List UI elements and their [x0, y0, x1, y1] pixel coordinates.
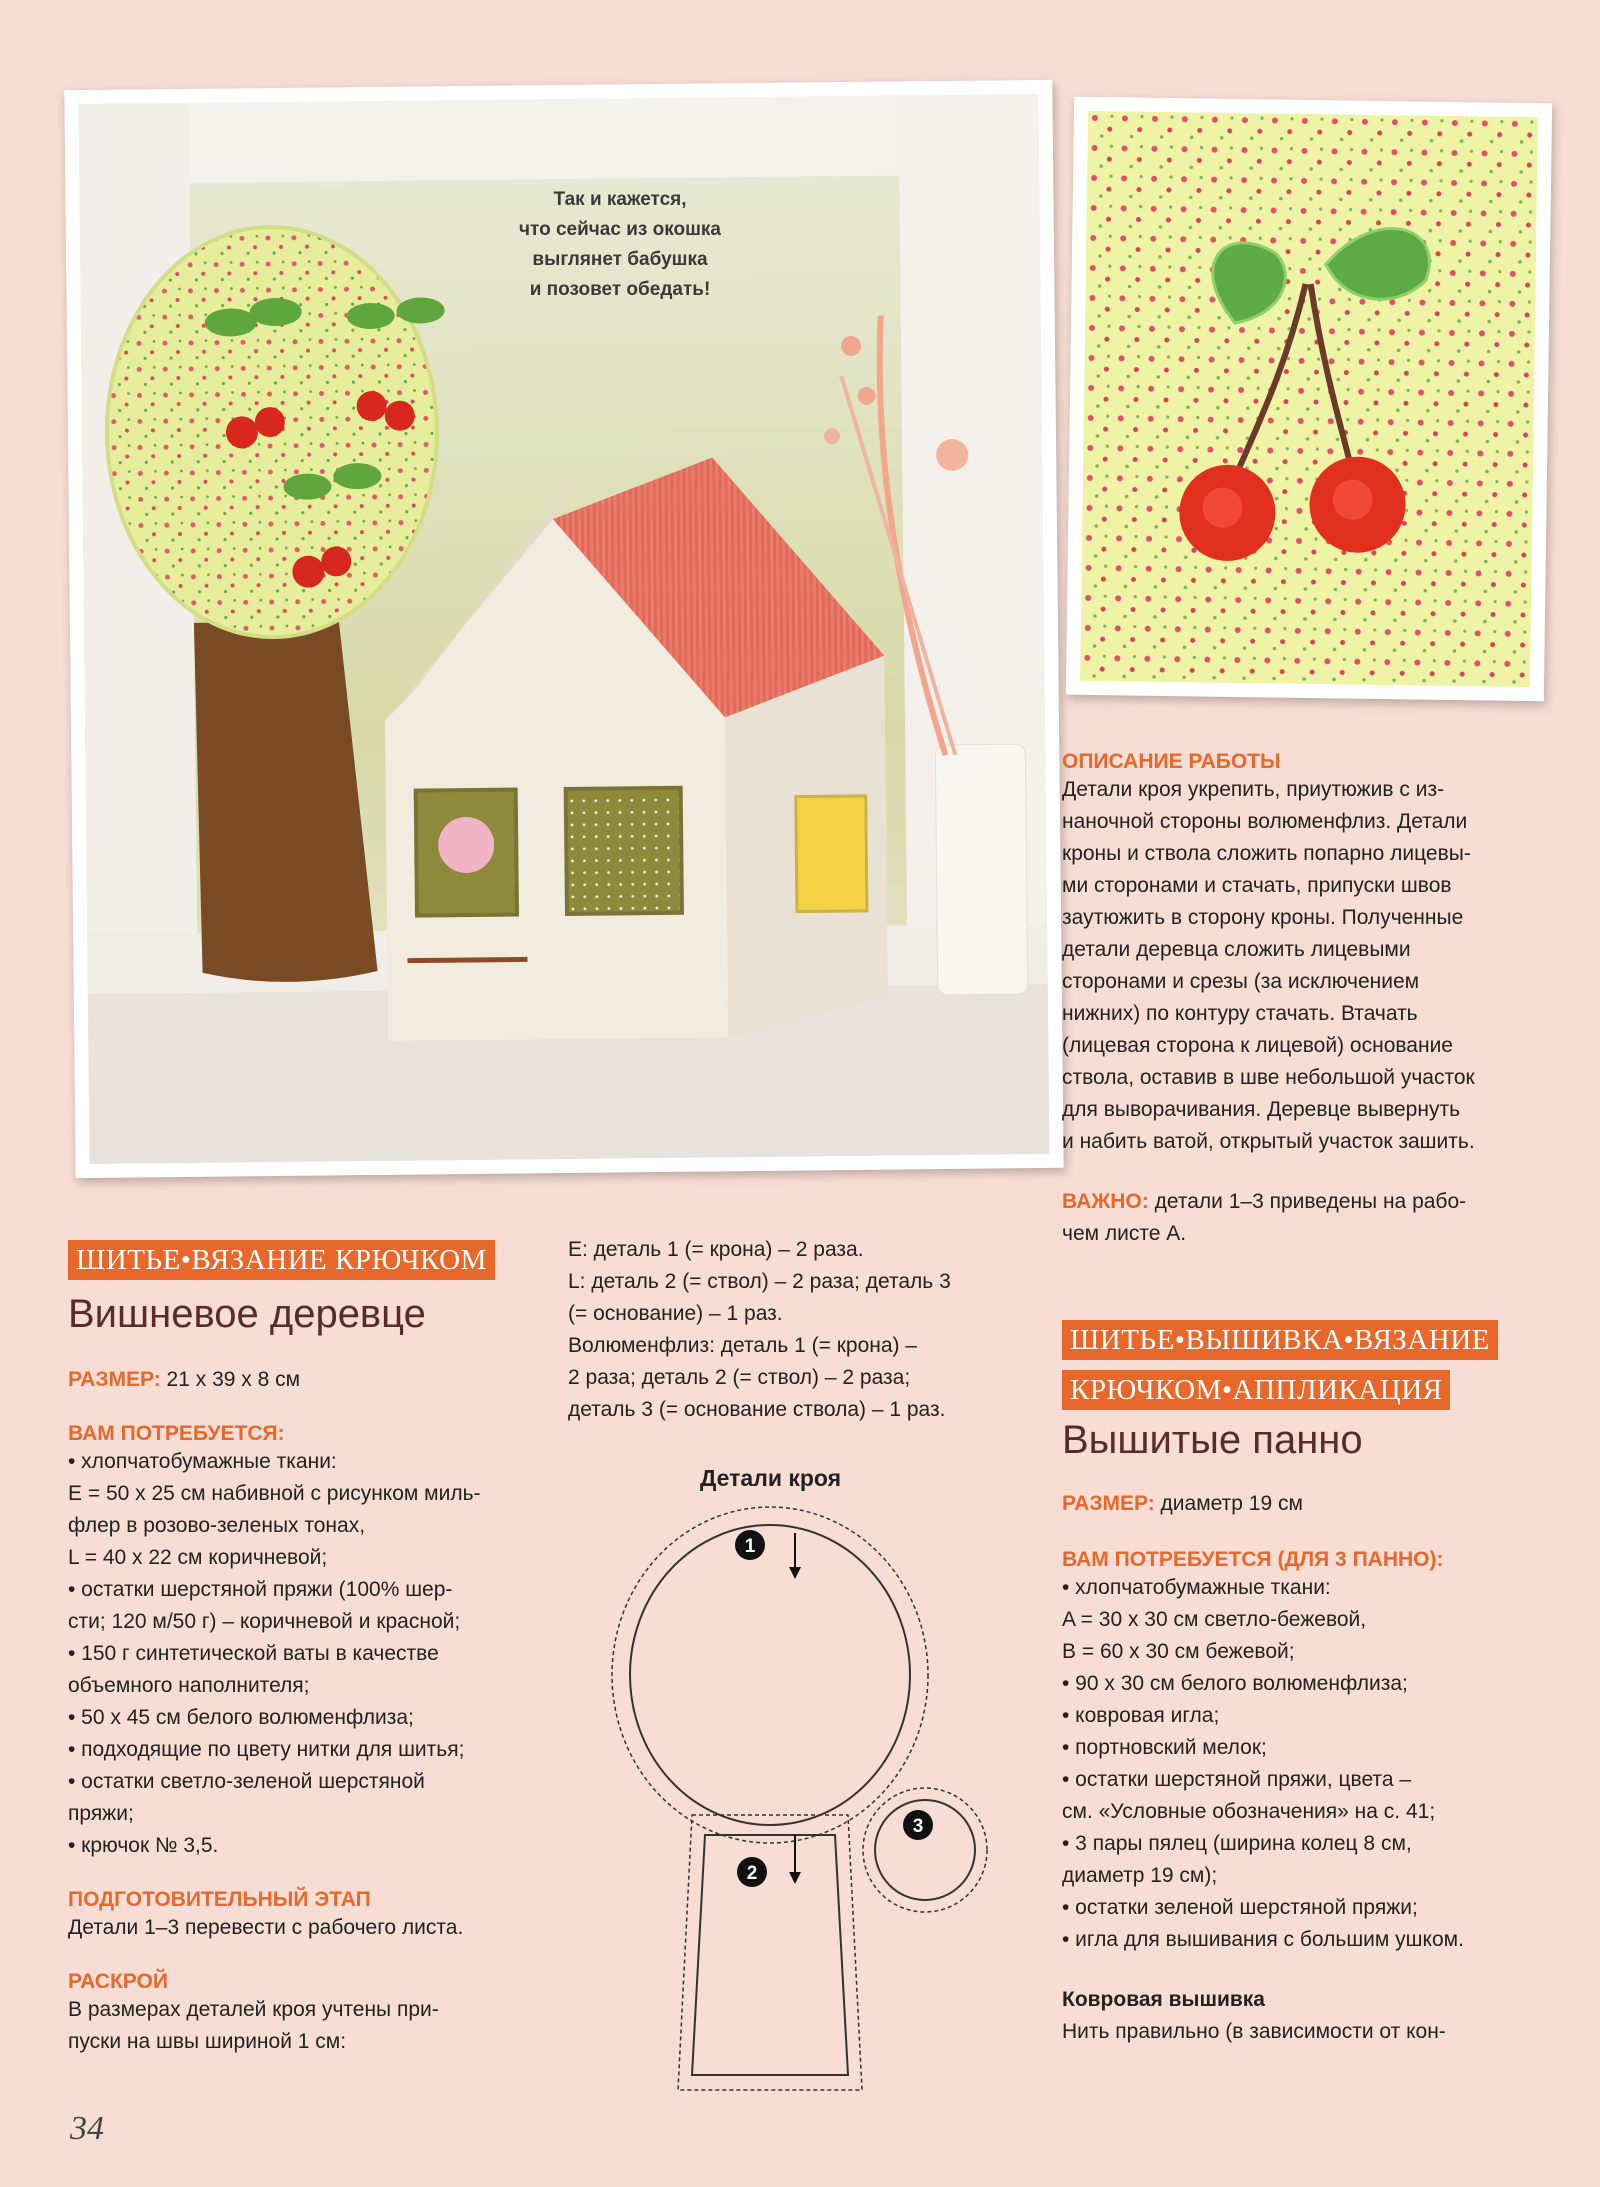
description-heading: ОПИСАНИЕ РАБОТЫ	[1062, 750, 1281, 773]
middle-column	[568, 1234, 1008, 1426]
category-tag: ШИТЬЕ•ВЫШИВКА•ВЯЗАНИЕ	[1062, 1320, 1498, 1360]
needs-item: флер в розово-зеленых тонах,	[68, 1514, 366, 1537]
needs-item: • 3 пары пялец (ширина колец 8 см,	[1062, 1832, 1412, 1855]
needs-item: объемного наполнителя;	[68, 1674, 310, 1697]
needs-item: • ковровая игла;	[1062, 1704, 1220, 1727]
cut-heading: РАСКРОЙ	[68, 1970, 168, 1993]
needs-item: пряжи;	[68, 1802, 134, 1825]
needs-list	[68, 1446, 548, 1862]
piece-1-outline	[630, 1525, 910, 1825]
description-line: детали деревца сложить лицевыми	[1062, 938, 1411, 961]
photo-caption	[470, 185, 770, 305]
description-line: кроны и ствола сложить попарно лицевы-	[1062, 842, 1471, 865]
needs-heading: ВАМ ПОТРЕБУЕТСЯ (ДЛЯ 3 ПАННО):	[1062, 1548, 1444, 1571]
cut-detail-line: (= основание) – 1 раз.	[568, 1302, 783, 1325]
cut-detail-line: L: деталь 2 (= ствол) – 2 раза; деталь 3	[568, 1270, 951, 1293]
description-line: и набить ватой, открытый участок зашить.	[1062, 1130, 1475, 1153]
description-text	[1062, 774, 1562, 1158]
important-line: детали 1–3 приведены на рабо-	[1148, 1190, 1467, 1213]
description-line: сторонами и срезы (за исключением	[1062, 970, 1420, 993]
caption-line: Так и кажется,	[553, 189, 687, 210]
needs-item: • игла для вышивания с большим ушком.	[1062, 1928, 1464, 1951]
caption-line: что сейчас из окошка	[518, 219, 721, 240]
needs-item: • хлопчатобумажные ткани:	[1062, 1576, 1331, 1599]
category-tag: КРЮЧКОМ•АППЛИКАЦИЯ	[1062, 1370, 1450, 1410]
needs-item: • остатки шерстяной пряжи, цвета –	[1062, 1768, 1412, 1791]
important-line: чем листе А.	[1062, 1222, 1187, 1245]
grain-arrow-head	[789, 1872, 801, 1884]
piece-1-number: 1	[744, 1536, 756, 1557]
needs-item: • крючок № 3,5.	[68, 1834, 219, 1857]
cut-text	[68, 1994, 548, 2058]
needs-item: • подходящие по цвету нитки для шитья;	[68, 1738, 465, 1761]
needs-item: A = 30 x 30 см светло-бежевой,	[1062, 1608, 1367, 1631]
size-value: 21 x 39 x 8 см	[160, 1368, 301, 1391]
cut-line: В размерах деталей кроя учтены при-	[68, 1998, 439, 2021]
description-line: (лицевая сторона к лицевой) основание	[1062, 1034, 1453, 1057]
project-title: Вишневое деревце	[68, 1292, 426, 1336]
right-column	[1062, 750, 1562, 2048]
cut-detail-line: 2 раза; деталь 2 (= ствол) – 2 раза;	[568, 1366, 911, 1389]
description-line: нижних) по контуру стачать. Втачать	[1062, 1002, 1418, 1025]
cherry-embroidery-illustration	[1080, 111, 1538, 687]
page-number: 34	[70, 2110, 104, 2147]
category-tag: ШИТЬЕ•ВЯЗАНИЕ КРЮЧКОМ	[68, 1240, 495, 1280]
piece-2-number: 2	[746, 1863, 758, 1884]
needs-item: см. «Условные обозначения» на с. 41;	[1062, 1800, 1436, 1823]
needs-item: L = 40 x 22 см коричневой;	[68, 1546, 328, 1569]
needs-item: • 150 г синтетической ваты в качестве	[68, 1642, 439, 1665]
needs-item: • 90 x 30 см белого волюменфлиза;	[1062, 1672, 1408, 1695]
needs-item: • портновский мелок;	[1062, 1736, 1267, 1759]
piece-2-seam-line	[678, 1815, 862, 2090]
important-note	[1062, 1186, 1562, 1250]
description-line: для выворачивания. Деревце вывернуть	[1062, 1098, 1461, 1121]
size-line	[1062, 1488, 1562, 1520]
needs-list	[1062, 1572, 1562, 1956]
caption-line: выглянет бабушка	[532, 249, 708, 270]
needs-heading: ВАМ ПОТРЕБУЕТСЯ:	[68, 1422, 285, 1445]
cut-detail-line: Волюменфлиз: деталь 1 (= крона) –	[568, 1334, 918, 1357]
project-title: Вышитые панно	[1062, 1418, 1363, 1462]
needs-item: • остатки зеленой шерстяной пряжи;	[1062, 1896, 1418, 1919]
left-column	[68, 1240, 548, 2058]
cutting-pattern	[600, 1505, 1010, 2095]
size-label: РАЗМЕР:	[68, 1368, 161, 1391]
needs-item: B = 60 x 30 см бежевой;	[1062, 1640, 1295, 1663]
needs-item: диаметр 19 см);	[1062, 1864, 1218, 1887]
piece-1-seam-line	[612, 1507, 928, 1843]
needs-item: • хлопчатобумажные ткани:	[68, 1450, 337, 1473]
needs-item: • 50 x 45 см белого волюменфлиза;	[68, 1706, 414, 1729]
cut-detail-line: E: деталь 1 (= крона) – 2 раза.	[568, 1238, 864, 1261]
caption-line: и позовет обедать!	[529, 279, 711, 300]
cherry-closeup-photo	[1066, 97, 1552, 702]
grain-arrow-head	[789, 1567, 801, 1579]
carpet-text: Нить правильно (в зависимости от кон-	[1062, 2020, 1446, 2043]
description-line: заутюжить в сторону кроны. Полученные	[1062, 906, 1464, 929]
description-line: наночной стороны волюменфлиз. Детали	[1062, 810, 1468, 833]
prep-heading: ПОДГОТОВИТЕЛЬНЫЙ ЭТАП	[68, 1888, 371, 1911]
description-line: ми сторонами и стачать, припуски швов	[1062, 874, 1452, 897]
needs-item: E = 50 x 25 см набивной с рисунком миль-	[68, 1482, 481, 1505]
second-project-tags	[1062, 1320, 1562, 1410]
size-value: диаметр 19 см	[1154, 1492, 1303, 1515]
pattern-title: Детали кроя	[700, 1465, 842, 1491]
carpet-heading: Ковровая вышивка	[1062, 1988, 1265, 2011]
important-label: ВАЖНО:	[1062, 1190, 1149, 1213]
needs-item: • остатки светло-зеленой шерстяной	[68, 1770, 425, 1793]
cut-detail-line: деталь 3 (= основание ствола) – 1 раз.	[568, 1398, 946, 1421]
piece-3-number: 3	[912, 1816, 924, 1837]
description-line: ствола, оставив в шве небольшой участок	[1062, 1066, 1475, 1089]
piece-3-seam-line	[863, 1788, 987, 1912]
needs-item: • остатки шерстяной пряжи (100% шер-	[68, 1578, 453, 1601]
prep-text: Детали 1–3 перевести с рабочего листа.	[68, 1916, 464, 1939]
piece-2-outline	[692, 1835, 848, 2075]
needs-item: сти; 120 м/50 г) – коричневой и красной;	[68, 1610, 461, 1633]
cut-line: пуски на швы шириной 1 см:	[68, 2030, 347, 2053]
description-line: Детали кроя укрепить, приутюжив с из-	[1062, 778, 1445, 801]
size-line	[68, 1364, 548, 1396]
size-label: РАЗМЕР:	[1062, 1492, 1155, 1515]
